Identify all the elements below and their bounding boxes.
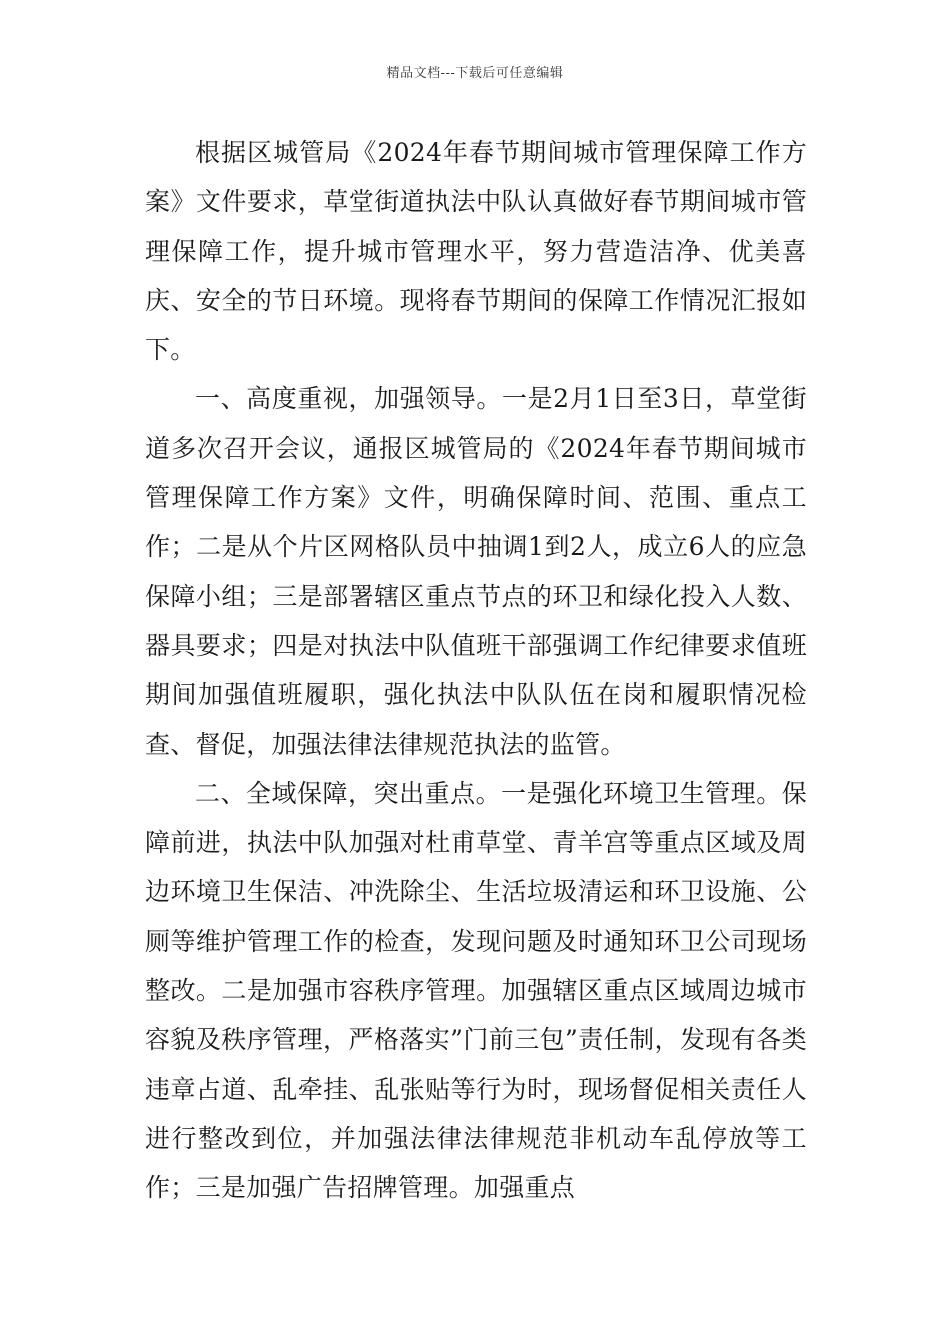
paragraph-intro: 根据区城管局《2024年春节期间城市管理保障工作方案》文件要求，草堂街道执法中队认真做好春节期间城市管理保障工作，提升城市管理水平，努力营造洁净、优美喜庆、安全的节日环境。现将春节期间的保障工作情况汇报如下。 <box>145 138 807 365</box>
paragraph-section-one: 一、高度重视，加强领导。一是2月1日至3日，草堂街道多次召开会议，通报区城管局的《2024年春节期间城市管理保障工作方案》文件，明确保障时间、范围、重点工作；二是从个片区网格队员中抽调1到2人，成立6人的应急保障小组；三是部署辖区重点节点的环卫和绿化投入人数、器具要求；四是对执法中队值班干部强调工作纪律要求值班期间加强值班履职，强化执法中队队伍在岗和履职情况检查、督促，加强法律法律规范执法的监管。 <box>145 384 807 759</box>
document-body <box>145 128 807 1213</box>
page-header: 精品文档---下载后可任意编辑 <box>386 66 564 81</box>
paragraph-section-two: 二、全域保障，突出重点。一是强化环境卫生管理。保障前进，执法中队加强对杜甫草堂、青羊宫等重点区域及周边环境卫生保洁、冲洗除尘、生活垃圾清运和环卫设施、公厕等维护管理工作的检查，发现问题及时通知环卫公司现场整改。二是加强市容秩序管理。加强辖区重点区域周边城市容貌及秩序管理，严格落实”门前三包”责任制，发现有各类违章占道、乱牵挂、乱张贴等行为时，现场督促相关责任人进行整改到位，并加强法律法律规范非机动车乱停放等工作；三是加强广告招牌管理。加强重点 <box>145 778 807 1203</box>
